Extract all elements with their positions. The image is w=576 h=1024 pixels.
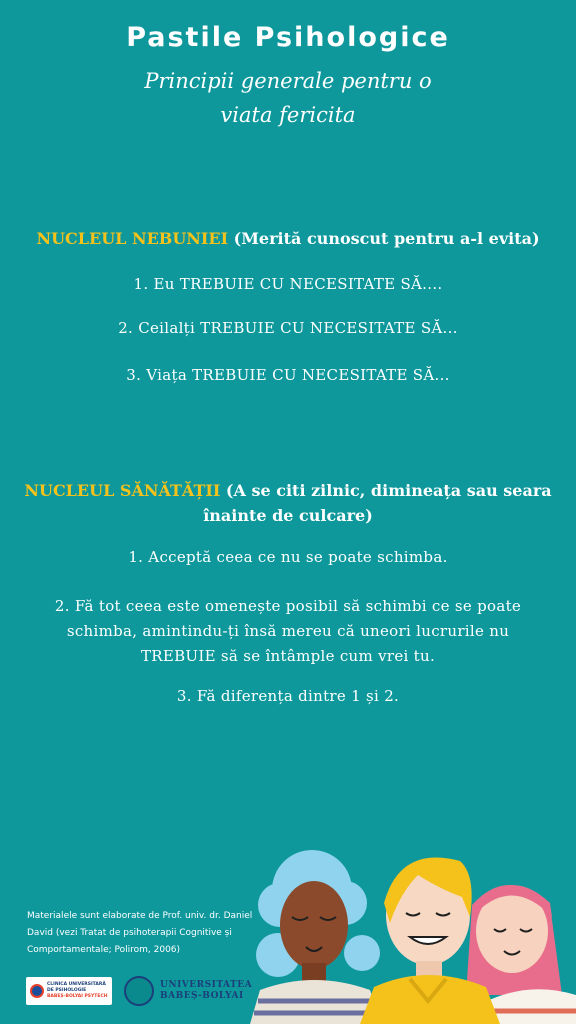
author-note-line: Comportamentale; Polirom, 2006) — [27, 945, 181, 955]
page-title: Pastile Psihologice — [126, 22, 450, 53]
clinic-logo-line: BABEȘ-BOLYAI PSYTECH — [47, 994, 108, 999]
health-heading — [20, 478, 556, 528]
health-item: 3. Fă diferența dintre 1 și 2. — [176, 687, 400, 705]
person-left-icon — [250, 850, 382, 1024]
health-heading-label: NUCLEUL SĂNĂTĂȚII — [24, 481, 221, 500]
health-item — [20, 594, 556, 669]
health-heading-note: (A se citi zilnic, dimineața sau seara — [220, 481, 552, 500]
university-seal-icon — [124, 976, 154, 1006]
health-heading-note-line2: înainte de culcare) — [203, 506, 373, 525]
health-item-line: 2. Fă tot ceea este omenește posibil să schimbi ce se poate — [54, 597, 522, 615]
clinic-logo-line: CLINICA UNIVERSITARĂ DE PSIHOLOGIE — [47, 982, 106, 993]
health-item-line: schimba, amintindu-ți însă mereu că uneori lucrurile nu — [66, 622, 510, 640]
clinic-logo — [26, 977, 112, 1005]
madness-item: 2. Ceilalți TREBUIE CU NECESITATE SĂ... — [118, 319, 458, 337]
subtitle-line: viata fericita — [220, 103, 356, 127]
author-note-line: Materialele sunt elaborate de Prof. univ. dr. Daniel — [27, 911, 253, 921]
university-name-line: BABEȘ-BOLYAI — [160, 991, 244, 1001]
author-note — [27, 908, 277, 959]
university-name — [160, 980, 252, 1002]
three-people-illustration — [250, 845, 576, 1024]
clinic-logo-text — [47, 982, 112, 1000]
madness-heading — [20, 226, 556, 251]
subtitle-line: Principii generale pentru o — [144, 69, 432, 93]
clinic-logo-icon — [30, 984, 44, 998]
madness-item: 3. Viața TREBUIE CU NECESITATE SĂ... — [126, 366, 450, 384]
health-item: 1. Acceptă ceea ce nu se poate schimba. — [128, 548, 448, 566]
page-subtitle — [88, 64, 488, 132]
health-item-line: TREBUIE să se întâmple cum vrei tu. — [140, 647, 436, 665]
author-note-line: David (vezi Tratat de psihoterapii Cognitive și — [27, 928, 232, 938]
madness-heading-label: NUCLEUL NEBUNIEI — [36, 229, 229, 248]
university-logo — [124, 975, 252, 1007]
madness-item: 1. Eu TREBUIE CU NECESITATE SĂ.... — [133, 275, 443, 293]
university-name-line: UNIVERSITATEA — [160, 980, 253, 990]
madness-heading-note: (Merită cunoscut pentru a-l evita) — [228, 229, 540, 248]
